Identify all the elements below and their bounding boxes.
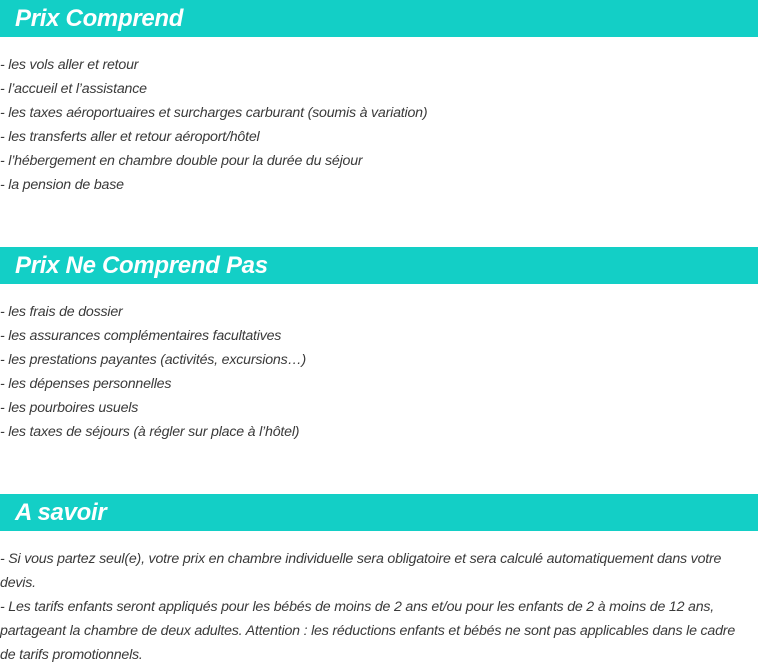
list-item: - la pension de base [0, 177, 124, 193]
list-item: - les prestations payantes (activités, excursions…) [0, 352, 306, 368]
notes-list [0, 547, 758, 667]
section-title: Prix Ne Comprend Pas [0, 247, 758, 284]
list-item: - l’accueil et l’assistance [0, 81, 147, 97]
excluded-list [0, 300, 758, 444]
section-title: A savoir [0, 494, 758, 531]
note-paragraph: - Les tarifs enfants seront appliqués pour les bébés de moins de 2 ans et/ou pour les enfants de 2 à moins de 12 ans, partageant la chambre de deux adultes. Attention : les réductions enfants et bébés ne sont pas applicables dans le cadre de tarifs promotionnels. [0, 599, 736, 663]
section-prix-comprend [0, 0, 758, 197]
section-title: Prix Comprend [0, 0, 758, 37]
list-item: - les taxes aéroportuaires et surcharges carburant (soumis à variation) [0, 105, 428, 121]
list-item: - les pourboires usuels [0, 400, 139, 416]
section-a-savoir [0, 494, 758, 667]
list-item: - les transferts aller et retour aéroport/hôtel [0, 129, 260, 145]
list-item: - les taxes de séjours (à régler sur place à l’hôtel) [0, 424, 300, 440]
list-item: - les frais de dossier [0, 304, 123, 320]
list-item: - les assurances complémentaires facultatives [0, 328, 282, 344]
note-paragraph: - Si vous partez seul(e), votre prix en chambre individuelle sera obligatoire et sera calculé automatiquement dans votre devis. [0, 551, 722, 591]
list-item: - les dépenses personnelles [0, 376, 172, 392]
section-prix-ne-comprend-pas [0, 247, 758, 444]
list-item: - l’hébergement en chambre double pour la durée du séjour [0, 153, 363, 169]
list-item: - les vols aller et retour [0, 57, 139, 73]
included-list [0, 53, 758, 197]
